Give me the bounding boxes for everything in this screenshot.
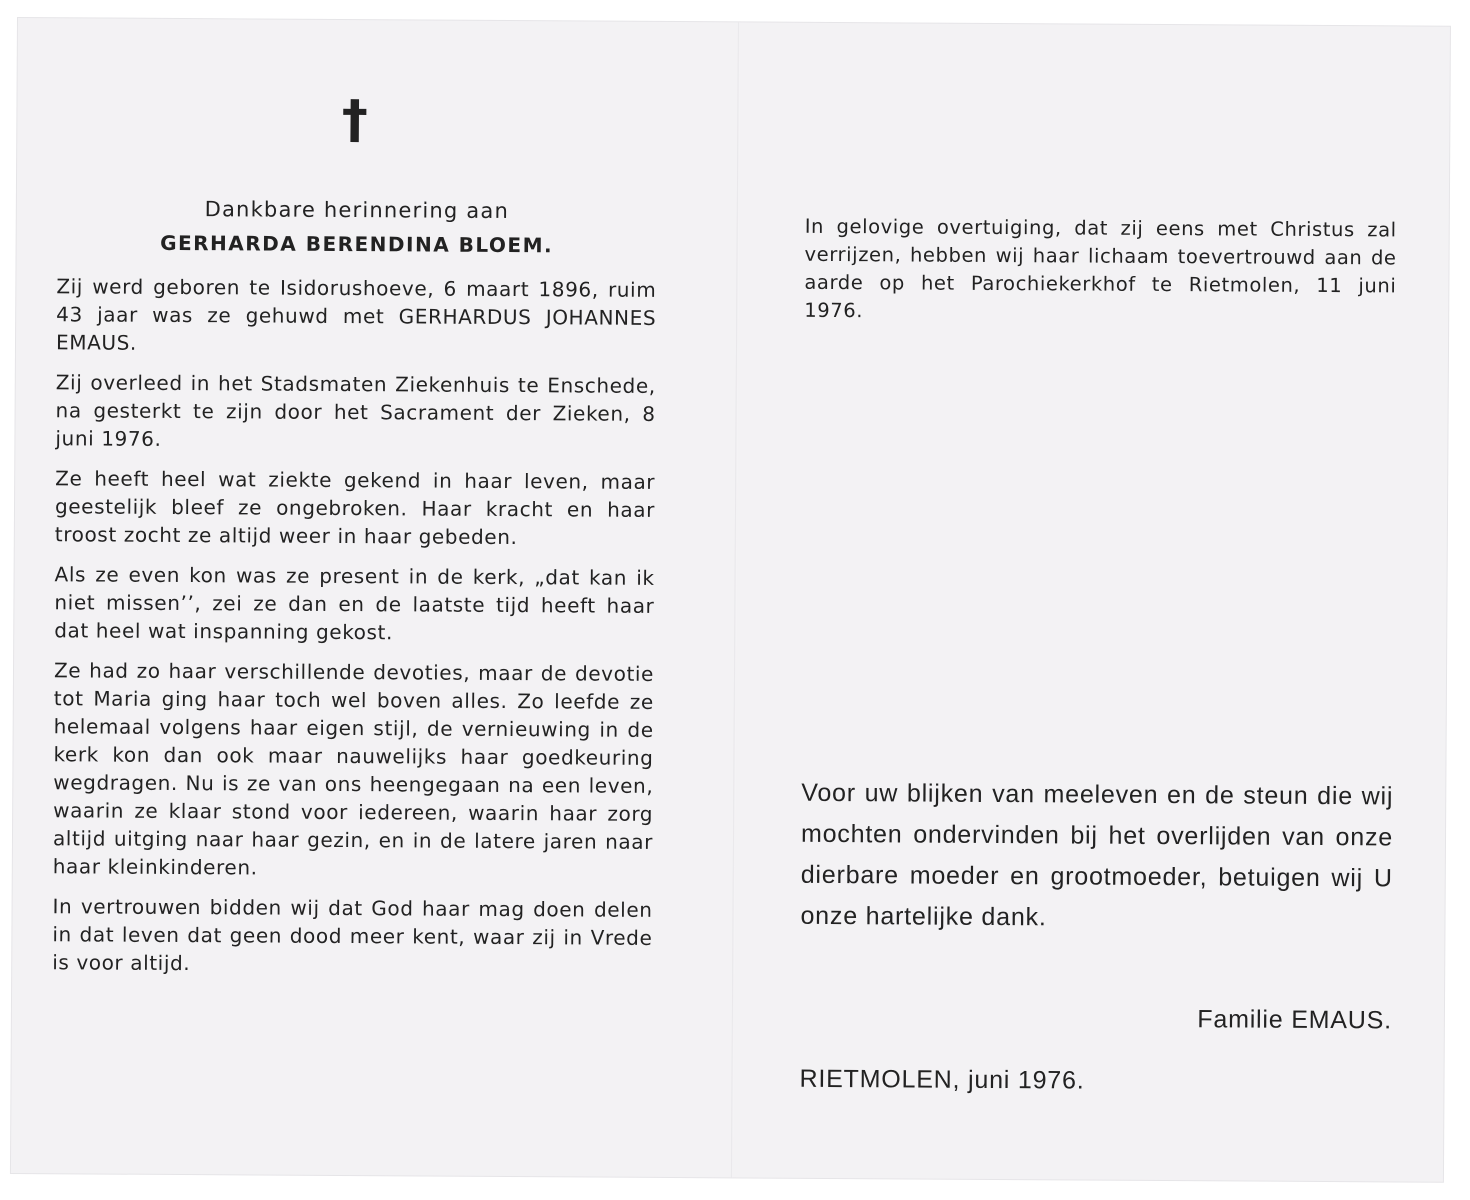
memorial-card (11, 18, 1450, 1182)
deceased-name: GERHARDA BERENDINA BLOEM. (160, 230, 554, 258)
paragraph-prayer: In vertrouwen bidden wij dat God haar mag doen delen in dat leven dat geen dood meer kent, waar zij in Vrede is voor altijd. (52, 894, 653, 976)
intro-line: Dankbare herinnering aan (204, 197, 510, 224)
thanks-paragraph: Voor uw blijken van meeleven en de steun die wij mochten ondervinden bij het overlijden van onze dierbare moeder en grootmoeder, betuigen wij U onze hartelijke dank. (800, 778, 1394, 932)
left-panel (52, 88, 657, 992)
burial-paragraph: In gelovige overtuiging, dat zij eens met Christus zal verrijzen, hebben wij haar lichaam toevertrouwd aan de aarde op het Parochiekerkhof te Rietmolen, 11 juni 1976. (804, 214, 1397, 323)
paragraph-illness: Ze heeft heel wat ziekte gekend in haar leven, maar geestelijk bleef ze ongebroken. Haar kracht en haar troost zocht ze altijd weer in haar gebeden. (54, 466, 656, 550)
paragraph-birth-marriage: Zij werd geboren te Isidorushoeve, 6 maart 1896, ruim 43 jaar was ze gehuwd met GERHARDUS JOHANNES EMAUS. (55, 274, 657, 355)
cross-icon: † (341, 89, 369, 151)
paragraph-church: Als ze even kon was ze present in de kerk, „dat kan ik niet missen’’, zei ze dan en de laatste tijd heeft haar dat heel wat inspanning gekost. (54, 562, 655, 645)
place-date: RIETMOLEN, juni 1976. (799, 1064, 1085, 1095)
paragraph-death: Zij overleed in het Stadsmaten Ziekenhuis te Enschede, na gesterkt te zijn door het Sacrament der Zieken, 8 juni 1976. (55, 370, 656, 451)
paragraph-devotions: Ze had zo haar verschillende devoties, maar de devotie tot Maria ging haar toch wel boven alles. Zo leefde ze helemaal volgens haar eigen stijl, de vernieuwing in de kerk kon dan ook maar nauwelijks haar goedkeuring wegdragen. Nu is ze van ons heengegaan na een leven, waarin ze klaar stond voor iedereen, waarin haar zorg altijd uitging naar haar gezin, en in de latere jaren naar haar kleinkinderen. (52, 658, 655, 880)
family-signature: Familie EMAUS. (1197, 1005, 1392, 1035)
right-panel (799, 213, 1397, 1095)
card-fold-line (731, 22, 740, 1177)
